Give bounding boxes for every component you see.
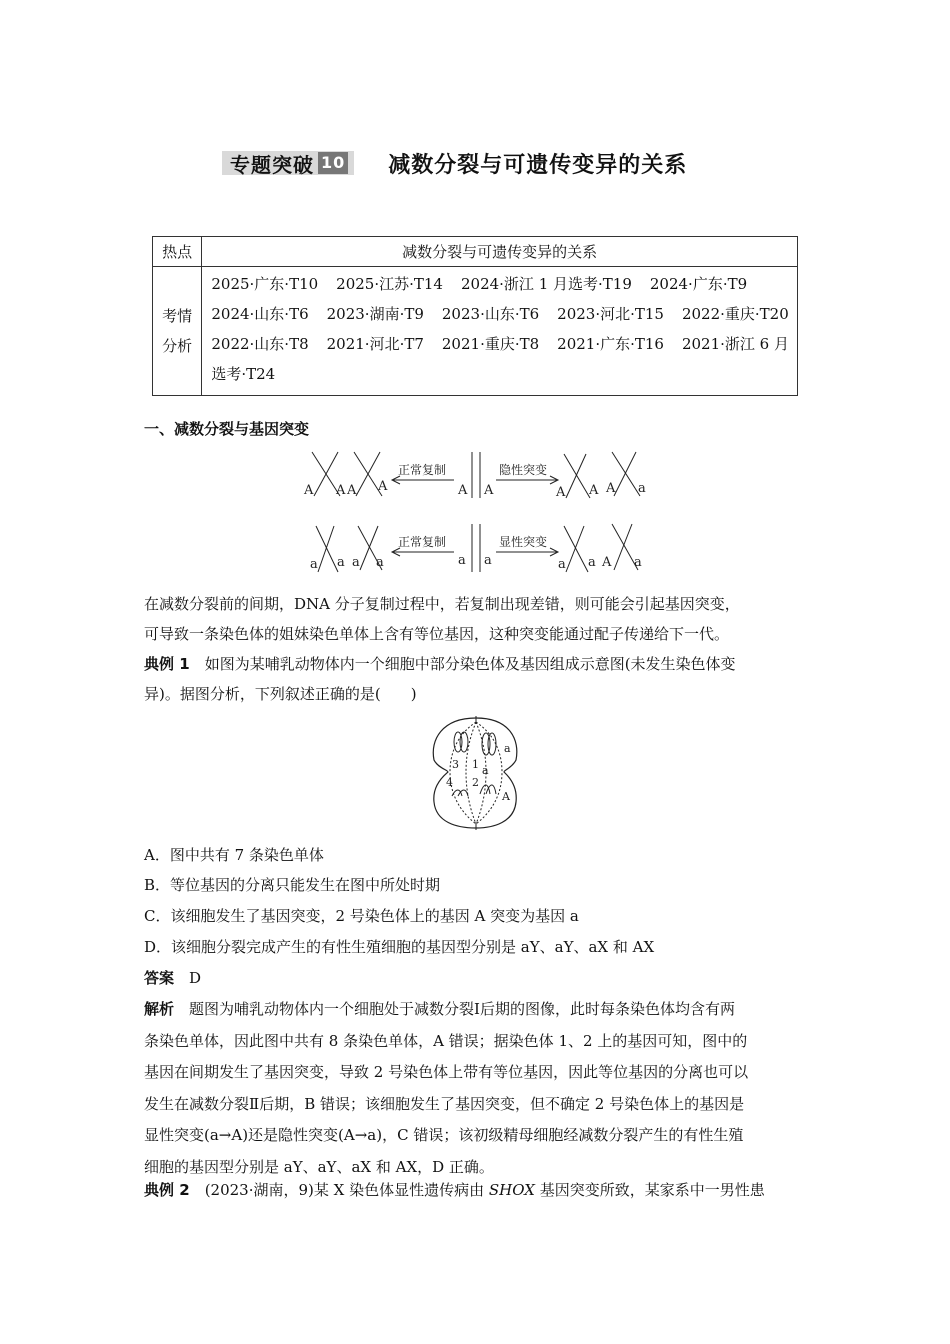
- option-b: B．等位基因的分离只能发生在图中所处时期: [144, 876, 441, 894]
- topic-badge: [222, 151, 354, 175]
- svg-text:A: A: [556, 485, 566, 500]
- svg-text:A: A: [347, 483, 357, 498]
- svg-text:a: a: [458, 553, 466, 568]
- hot-row: [153, 237, 798, 267]
- svg-text:1: 1: [472, 758, 479, 771]
- svg-text:A: A: [484, 483, 494, 498]
- svg-text:显性突变: 显性突变: [499, 535, 548, 549]
- svg-text:A: A: [378, 479, 388, 494]
- mutation-diagram: [296, 448, 656, 578]
- svg-text:A: A: [606, 481, 616, 496]
- title-row: [222, 143, 687, 183]
- answer-label: 答案: [144, 969, 175, 987]
- row2-right-chromosomes: [558, 524, 642, 572]
- row2-left-arrow: [392, 534, 454, 556]
- option-a: A．图中共有 7 条染色单体: [144, 846, 324, 864]
- intro-paragraph: 在减数分裂前的间期，DNA 分子复制过程中，若复制出现差错，则可能会引起基因突变， 可导致一条染色体的姐妹染色单体上含有等位基因，这种突变能通过配子传递给下一代。: [144, 595, 740, 643]
- example1-label: 典例 1: [144, 655, 190, 673]
- svg-text:a: a: [310, 557, 318, 572]
- example2-question: 典例 2 (2023·湖南，9)某 X 染色体显性遗传病由 SHOX 基因突变所致，某家系中一男性患: [144, 1181, 765, 1199]
- gene-name: SHOX: [488, 1181, 535, 1199]
- svg-text:a: a: [504, 742, 511, 755]
- page-title: 减数分裂与可遗传变异的关系: [388, 152, 688, 178]
- hot-label: 热点: [153, 237, 202, 267]
- section-heading: 一、减数分裂与基因突变: [144, 420, 310, 438]
- svg-text:A: A: [304, 483, 314, 498]
- svg-text:a: a: [482, 764, 489, 777]
- svg-text:a: a: [558, 557, 566, 572]
- cell-diagram: [428, 712, 524, 832]
- svg-text:a: a: [352, 555, 360, 570]
- svg-text:a: a: [634, 555, 642, 570]
- option-c: C．该细胞发生了基因突变，2 号染色体上的基因 A 突变为基因 a: [144, 907, 579, 925]
- row2-left-chromosomes: [310, 526, 384, 572]
- svg-text:a: a: [376, 555, 384, 570]
- answer-value: D: [189, 969, 202, 987]
- analysis-label: 考情 分析: [153, 267, 202, 396]
- svg-text:a: a: [484, 553, 492, 568]
- badge-label: 专题突破: [230, 152, 314, 177]
- row2-right-arrow: [496, 534, 558, 556]
- analysis-label: 解析: [144, 1000, 175, 1018]
- svg-text:a: a: [588, 555, 596, 570]
- svg-text:正常复制: 正常复制: [398, 535, 447, 549]
- svg-text:正常复制: 正常复制: [398, 463, 447, 477]
- svg-text:4: 4: [446, 776, 453, 789]
- hot-value: 减数分裂与可遗传变异的关系: [202, 237, 798, 267]
- svg-text:A: A: [458, 483, 468, 498]
- analysis-row: [153, 267, 798, 396]
- row1-center-chromosome: [457, 452, 494, 498]
- row2-center-chromosome: [458, 524, 492, 572]
- row1-right-chromosomes: [555, 452, 646, 500]
- row1-left-arrow: [392, 462, 454, 484]
- svg-text:2: 2: [472, 776, 479, 789]
- svg-text:隐性突变: 隐性突变: [499, 463, 548, 477]
- svg-text:A: A: [336, 483, 346, 498]
- analysis-paragraph: 解析 题图为哺乳动物体内一个细胞处于减数分裂Ⅰ后期的图像，此时每条染色体均含有两 条染色单体，因此图中共有 8 条染色单体，A 错误；据染色体 1、2 上的基因可知，图中的 基因在间期发生了基因突变，导致 2 号染色体上带有等位基因，因此等位基因的分离也可以 发生在减数分裂Ⅱ后期，B 错误；该细胞发生了基因突变，但不确定 2 号染色体上的基因是 显性突变(a→A)还是隐性突变(A→a)，C 错误；该初级精母细胞经减数分裂产生的有性生殖 细胞的基因型分别是 aY、aY、aX 和 AX，D 正确。: [144, 1000, 749, 1176]
- row1-right-arrow: [496, 462, 558, 484]
- exam-refs: 2025·广东·T10 2025·江苏·T14 2024·浙江 1 月选考·T19 2024·广东·T9 2024·山东·T6 2023·湖南·T9 2023·山东·T6 2023·河北·T15 2022·重庆·T20 2022·山东·T8 2021·河北·T7 2021·重庆·T8 2021·广东·T16 2021·浙江 6 月 选考·T24: [202, 267, 798, 396]
- svg-text:A: A: [502, 790, 510, 803]
- svg-text:a: a: [638, 481, 646, 496]
- svg-text:A: A: [589, 483, 599, 498]
- svg-text:3: 3: [452, 758, 459, 771]
- svg-text:a: a: [337, 555, 345, 570]
- svg-text:A: A: [602, 555, 612, 570]
- example1-question: 典例 1 如图为某哺乳动物体内一个细胞中部分染色体及基因组成示意图(未发生染色体变 异)。据图分析，下列叙述正确的是( ): [144, 655, 736, 703]
- option-d: D．该细胞分裂完成产生的有性生殖细胞的基因型分别是 aY、aY、aX 和 AX: [144, 938, 655, 956]
- answer-line: [144, 967, 201, 988]
- badge-number: 10: [318, 152, 348, 174]
- row1-left-chromosomes: [303, 452, 388, 498]
- example2-label: 典例 2: [144, 1181, 190, 1199]
- info-table: [152, 236, 798, 396]
